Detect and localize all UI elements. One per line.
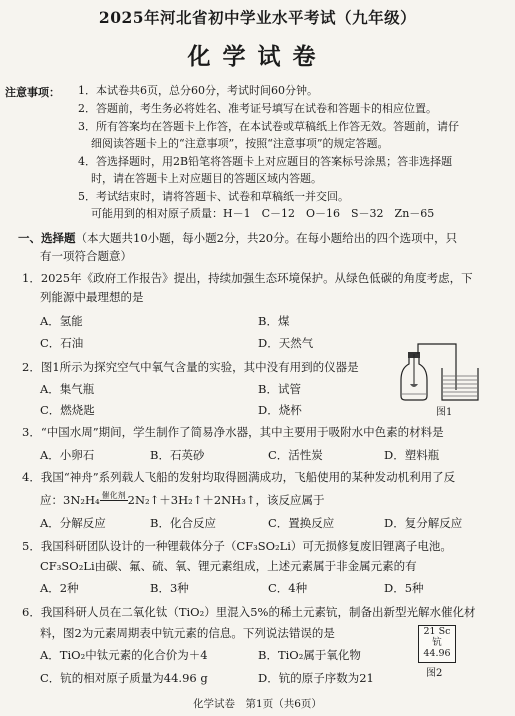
option-b: B．石英砂: [150, 448, 205, 462]
option-b: B．煤: [258, 314, 290, 328]
option-c: C．置换反应: [268, 516, 335, 530]
option-b: B．3种: [150, 581, 189, 595]
question-5: 5．我国科研团队设计的一种锂载体分子（CF₃SO₂Li）可无损修复废旧锂离子电池。: [22, 539, 452, 553]
option-d: D．天然气: [258, 336, 314, 350]
option-d: D．烧杯: [258, 403, 302, 417]
option-c: C．燃烧匙: [40, 403, 95, 417]
question-4: 4．我国“神舟”系列载人飞船的发射均取得圆满成功，飞船使用的某种发动机利用了反: [22, 470, 456, 484]
option-d: D．钪的原子序数为21: [258, 671, 374, 685]
element-card-scandium: [418, 625, 456, 663]
note-line: 2．答题前，考生务必将姓名、准考证号填写在试卷和答题卡的相应位置。: [78, 102, 437, 115]
question-4-equation: 应：3N₂H₄ 催化剂 2N₂↑＋3H₂↑＋2NH₃↑，该反应属于: [40, 491, 325, 507]
option-a: A．2种: [40, 581, 79, 595]
figure-1-apparatus: [396, 340, 496, 402]
element-symbol: Sc: [438, 626, 451, 637]
subject-title: 化学试卷: [187, 43, 328, 70]
question-1-cont: 列能源中最理想的是: [40, 290, 144, 304]
atomic-number: 21: [423, 626, 436, 637]
note-line: 3．所有答案均在答题卡上作答，在本试卷或草稿纸上作答无效。答题前，请仔: [78, 120, 459, 133]
option-b: B．化合反应: [150, 516, 216, 530]
option-c: C．4种: [268, 581, 308, 595]
question-6: 6．我国科研人员在二氧化钛（TiO₂）里混入5%的稀土元素钪，制备出新型光解水催化材: [22, 605, 476, 619]
element-name: 钪: [432, 637, 442, 648]
exam-title: 2025年河北省初中学业水平考试（九年级）: [98, 8, 417, 27]
option-a: A．分解反应: [40, 516, 106, 530]
page-footer: 化学试卷 第1页（共6页）: [193, 698, 322, 710]
question-5-cont: CF₃SO₂Li由碳、氟、硫、氧、锂元素组成，上述元素属于非金属元素的有: [40, 559, 417, 573]
question-6-cont: 料，图2为元素周期表中钪元素的信息。下列说法错误的是: [40, 626, 335, 640]
note-line: 1．本试卷共6页，总分60分，考试时间60分钟。: [78, 84, 318, 97]
option-d: D．5种: [384, 581, 424, 595]
option-c: C．石油: [40, 336, 84, 350]
option-b: B．TiO₂属于氧化物: [258, 648, 361, 662]
atomic-mass-line: 可能用到的相对原子质量：H－1 C－12 O－16 S－32 Zn－65: [91, 207, 435, 220]
question-3: 3．“中国水周”期间，学生制作了简易净水器，其中主要用于吸附水中色素的材料是: [22, 425, 444, 439]
figure-2-label: 图2: [426, 668, 443, 679]
option-d: D．复分解反应: [384, 516, 463, 530]
notes-label: 注意事项：: [5, 86, 60, 99]
option-c: C．活性炭: [268, 448, 323, 462]
atomic-mass: 44.96: [423, 648, 451, 659]
section-title: 一、选择题（本大题共10小题，每小题2分，共20分。在每小题给出的四个选项中，只: [18, 231, 458, 245]
question-1: 1．2025年《政府工作报告》提出，持续加强生态环境保护。从绿色低碳的角度考虑，下: [22, 271, 473, 285]
section-desc-cont: 有一项符合题意）: [40, 249, 132, 263]
option-c: C．钪的相对原子质量为44.96 g: [40, 671, 208, 685]
note-line: 细阅读答题卡上的“注意事项”，按照“注意事项”的规定答题。: [91, 137, 389, 150]
note-line: 4．答选择题时，用2B铅笔将答题卡上对应题目的答案标号涂黑；答非选择题: [78, 155, 453, 168]
option-a: A．TiO₂中钛元素的化合价为＋4: [40, 648, 208, 662]
option-b: B．试管: [258, 382, 301, 396]
option-a: A．集气瓶: [40, 382, 95, 396]
option-d: D．塑料瓶: [384, 448, 440, 462]
note-line: 5．考试结束时，请将答题卡、试卷和草稿纸一并交回。: [78, 190, 349, 203]
question-2: 2．图1所示为探究空气中氧气含量的实验，其中没有用到的仪器是: [22, 360, 359, 374]
figure-1-label: 图1: [436, 407, 453, 418]
option-a: A．小卵石: [40, 448, 95, 462]
catalyst-arrow: 催化剂: [101, 491, 126, 500]
option-a: A．氢能: [40, 314, 83, 328]
note-line: 时，请在答题卡上对应题目的答题区域内答题。: [91, 172, 322, 185]
